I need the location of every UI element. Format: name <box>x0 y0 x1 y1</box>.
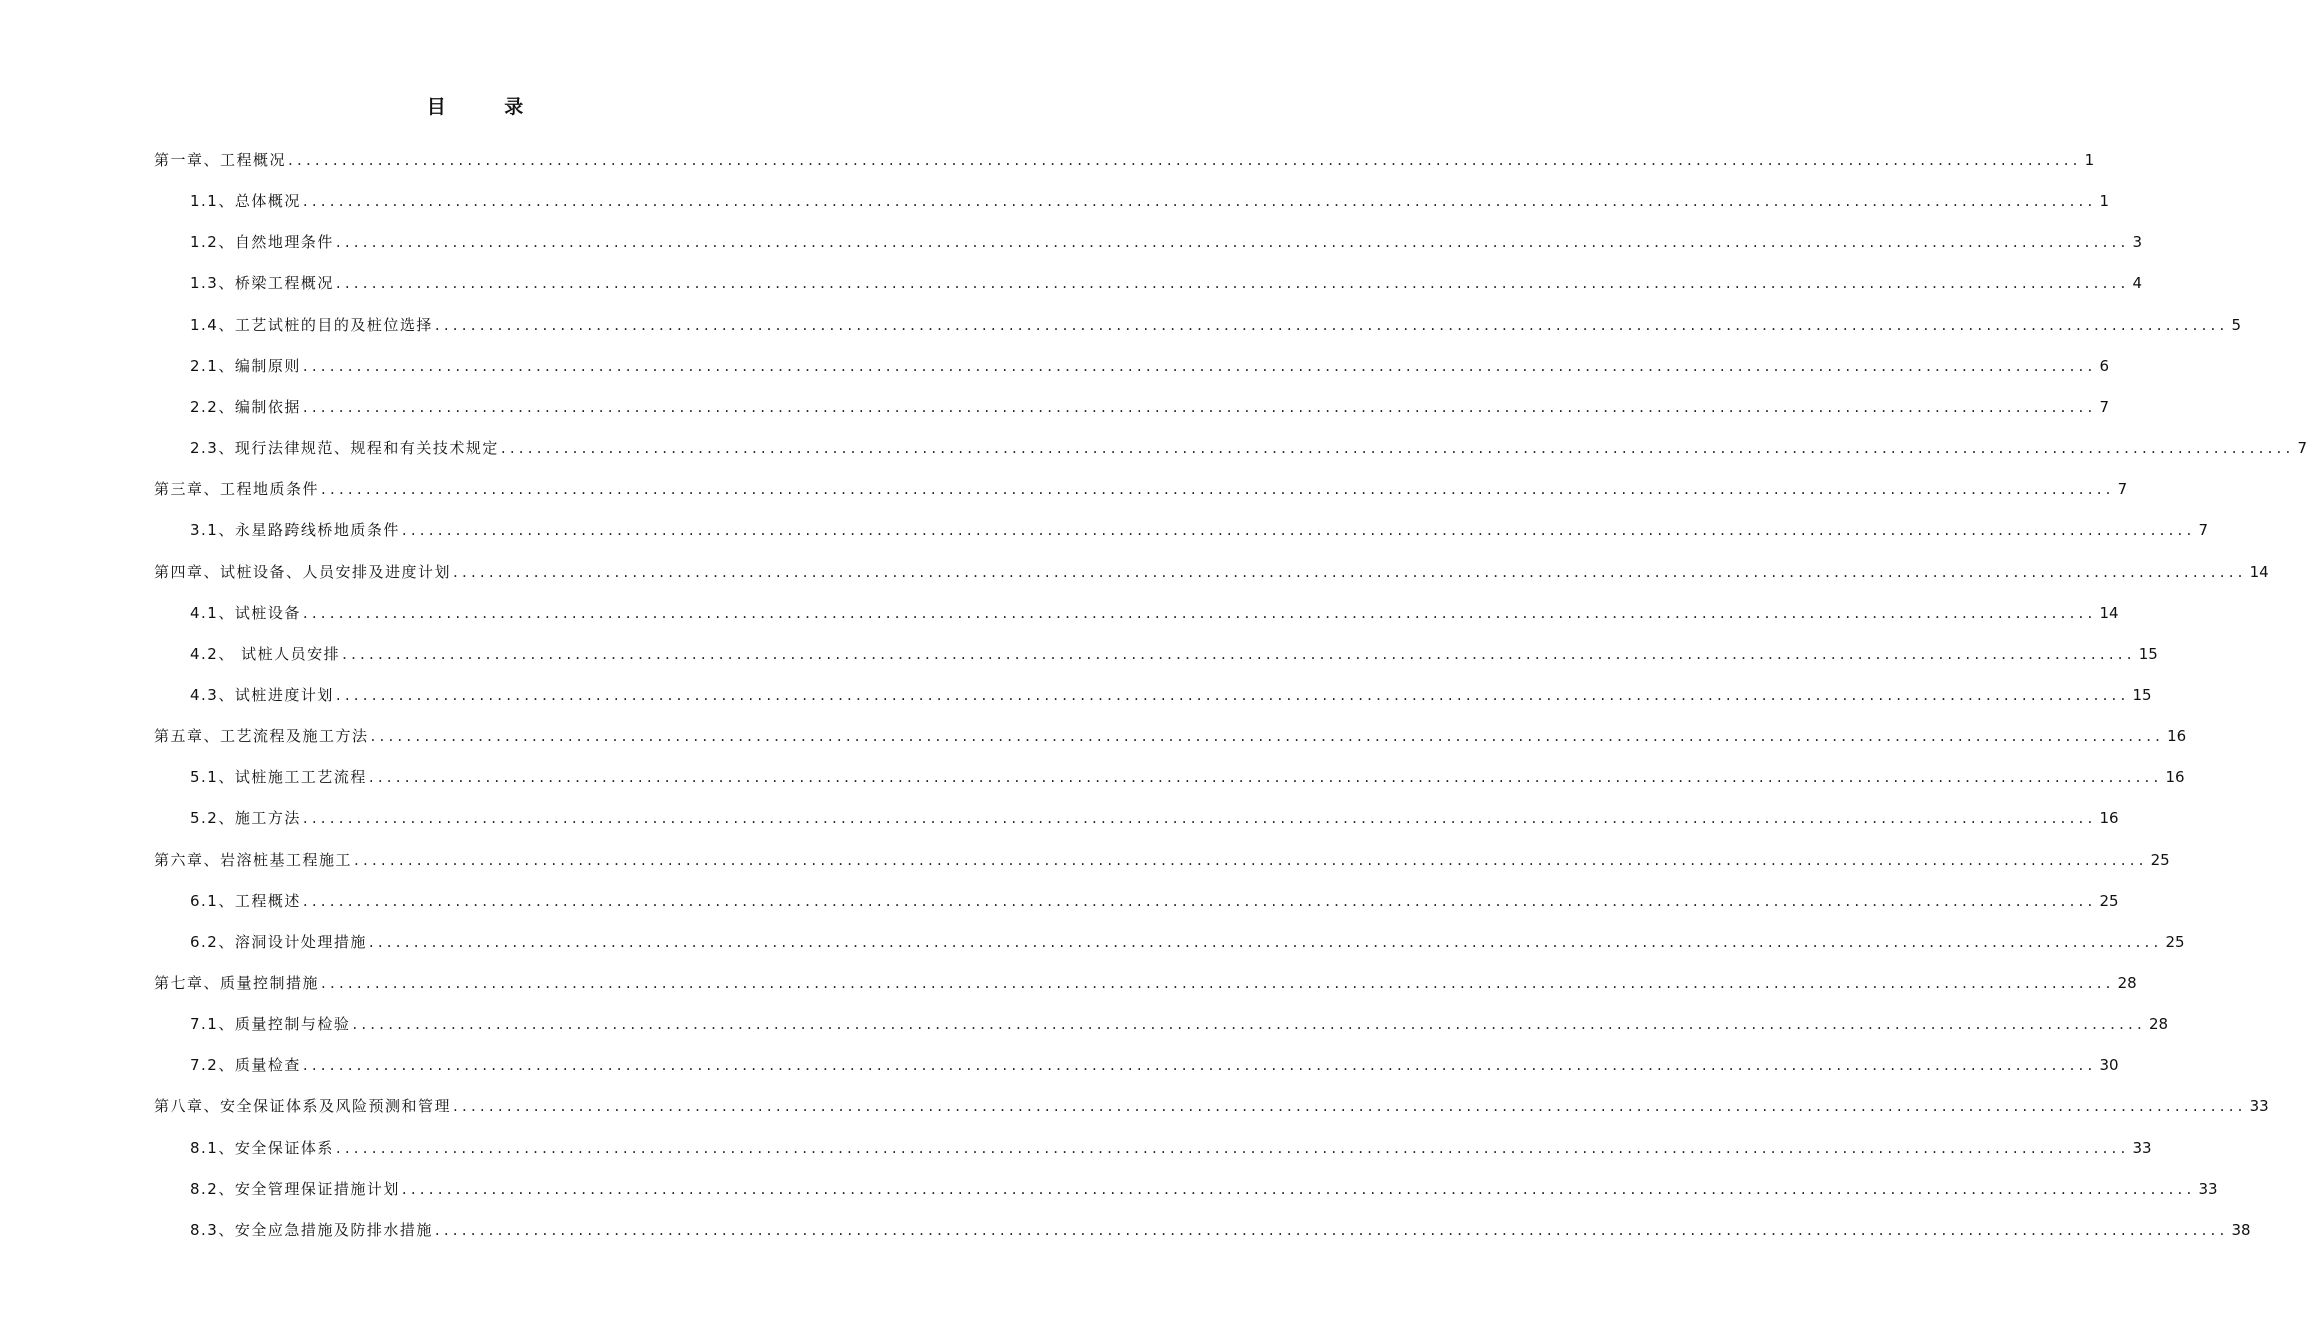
toc-entry-label: 8.2、安全管理保证措施计划 <box>190 1180 400 1198</box>
toc-entry[interactable] <box>190 804 2119 828</box>
toc-entry-label: 第七章、质量控制措施 <box>154 974 320 992</box>
toc-entry-label: 8.3、安全应急措施及防排水措施 <box>190 1221 433 1239</box>
toc-dot-leader: ........................................................................................................................................................................................................ <box>370 727 2165 745</box>
toc-entry[interactable] <box>190 311 2242 335</box>
toc-dot-leader: ........................................................................................................................................................................................................ <box>453 563 2247 581</box>
toc-entry-label: 4.2、 试桩人员安排 <box>190 645 341 663</box>
toc-entry-page-number: 30 <box>2099 1056 2119 1074</box>
toc-dot-leader: ........................................................................................................................................................................................................ <box>453 1097 2247 1115</box>
toc-entry[interactable] <box>190 516 2209 540</box>
toc-entry[interactable] <box>190 681 2152 705</box>
toc-entry-label: 1.3、桥梁工程概况 <box>190 274 334 292</box>
toc-entry-label: 3.1、永星路跨线桥地质条件 <box>190 521 400 539</box>
toc-entry-label: 8.1、安全保证体系 <box>190 1139 334 1157</box>
toc-dot-leader: ........................................................................................................................................................................................................ <box>288 151 2082 169</box>
toc-entry-page-number: 7 <box>2297 439 2307 457</box>
toc-entry-page-number: 1 <box>2099 192 2110 210</box>
toc-entry-page-number: 14 <box>2099 604 2119 622</box>
toc-dot-leader: ........................................................................................................................................................................................................ <box>321 480 2115 498</box>
toc-entry[interactable] <box>190 1051 2119 1075</box>
toc-dot-leader: ........................................................................................................................................................................................................ <box>302 357 2097 375</box>
toc-dot-leader: ........................................................................................................................................................................................................ <box>302 398 2097 416</box>
toc-entry-label: 5.1、试桩施工工艺流程 <box>190 768 367 786</box>
toc-dot-leader: ........................................................................................................................................................................................................ <box>500 439 2295 457</box>
toc-entry[interactable] <box>154 969 2137 993</box>
toc-entry-page-number: 1 <box>2084 151 2095 169</box>
toc-entry-label: 第八章、安全保证体系及风险预测和管理 <box>154 1097 452 1115</box>
toc-entry-page-number: 28 <box>2148 1015 2169 1033</box>
toc-entry-page-number: 7 <box>2198 521 2209 539</box>
toc-dot-leader: ........................................................................................................................................................................................................ <box>368 768 2163 786</box>
toc-entry-label: 第四章、试桩设备、人员安排及进度计划 <box>154 563 452 581</box>
toc-entry-page-number: 25 <box>2150 851 2170 869</box>
toc-entry[interactable] <box>190 640 2158 664</box>
toc-entry[interactable] <box>190 352 2110 376</box>
toc-entry[interactable] <box>190 187 2110 211</box>
toc-title: 目 录 <box>426 96 550 118</box>
toc-entry[interactable] <box>190 763 2185 787</box>
toc-entry[interactable] <box>190 393 2110 417</box>
toc-dot-leader: ........................................................................................................................................................................................................ <box>352 1015 2146 1033</box>
toc-entry[interactable] <box>154 558 2269 582</box>
toc-entry-page-number: 28 <box>2117 974 2137 992</box>
toc-dot-leader: ........................................................................................................................................................................................................ <box>302 604 2097 622</box>
toc-entry-label: 4.3、试桩进度计划 <box>190 686 334 704</box>
toc-entry[interactable] <box>154 1092 2269 1116</box>
toc-entry-label: 7.2、质量检查 <box>190 1056 301 1074</box>
toc-entry-page-number: 15 <box>2132 686 2152 704</box>
toc-dot-leader: ........................................................................................................................................................................................................ <box>302 892 2097 910</box>
toc-entry-page-number: 7 <box>2099 398 2110 416</box>
toc-dot-leader: ........................................................................................................................................................................................................ <box>401 521 2196 539</box>
toc-entry-page-number: 15 <box>2138 645 2158 663</box>
toc-entry-label: 第五章、工艺流程及施工方法 <box>154 727 369 745</box>
toc-entry[interactable] <box>154 475 2128 499</box>
toc-entry[interactable] <box>190 228 2143 252</box>
toc-entry-page-number: 16 <box>2167 727 2187 745</box>
toc-entry-label: 1.1、总体概况 <box>190 192 301 210</box>
toc-entry-page-number: 33 <box>2249 1097 2269 1115</box>
toc-dot-leader: ........................................................................................................................................................................................................ <box>342 645 2136 663</box>
toc-dot-leader: ........................................................................................................................................................................................................ <box>335 686 2130 704</box>
toc-dot-leader: ........................................................................................................................................................................................................ <box>321 974 2115 992</box>
toc-entry-label: 5.2、施工方法 <box>190 809 301 827</box>
toc-entry[interactable] <box>190 1010 2169 1034</box>
toc-dot-leader: ........................................................................................................................................................................................................ <box>335 1139 2130 1157</box>
toc-entry[interactable] <box>190 1175 2218 1199</box>
toc-entry-page-number: 33 <box>2198 1180 2218 1198</box>
toc-entry-page-number: 3 <box>2132 233 2143 251</box>
toc-dot-leader: ........................................................................................................................................................................................................ <box>368 933 2163 951</box>
toc-entry-page-number: 7 <box>2117 480 2128 498</box>
toc-entry-label: 6.2、溶洞设计处理措施 <box>190 933 367 951</box>
toc-entry-page-number: 5 <box>2231 316 2242 334</box>
toc-entry-page-number: 16 <box>2099 809 2119 827</box>
toc-entry[interactable] <box>154 722 2187 746</box>
toc-entry[interactable] <box>154 846 2170 870</box>
toc-dot-leader: ........................................................................................................................................................................................................ <box>354 851 2148 869</box>
toc-dot-leader: ........................................................................................................................................................................................................ <box>302 1056 2097 1074</box>
toc-entry-page-number: 4 <box>2132 274 2143 292</box>
toc-entry-page-number: 16 <box>2165 768 2185 786</box>
toc-dot-leader: ........................................................................................................................................................................................................ <box>302 192 2097 210</box>
toc-dot-leader: ........................................................................................................................................................................................................ <box>434 316 2229 334</box>
toc-entry-label: 4.1、试桩设备 <box>190 604 301 622</box>
toc-entry-page-number: 25 <box>2099 892 2119 910</box>
toc-entry[interactable] <box>190 928 2185 952</box>
toc-dot-leader: ........................................................................................................................................................................................................ <box>335 233 2130 251</box>
toc-entry[interactable] <box>190 269 2143 293</box>
toc-entry-label: 第六章、岩溶桩基工程施工 <box>154 851 353 869</box>
toc-entry[interactable] <box>190 887 2119 911</box>
toc-entry-label: 2.1、编制原则 <box>190 357 301 375</box>
toc-entry-label: 2.3、现行法律规范、规程和有关技术规定 <box>190 439 499 457</box>
toc-dot-leader: ........................................................................................................................................................................................................ <box>335 274 2130 292</box>
toc-entry[interactable] <box>190 599 2119 623</box>
toc-entry[interactable] <box>190 1216 2251 1240</box>
toc-entry-label: 第一章、工程概况 <box>154 151 287 169</box>
toc-entry[interactable] <box>190 1134 2152 1158</box>
toc-entry-label: 6.1、工程概述 <box>190 892 301 910</box>
toc-entry[interactable] <box>190 434 2307 458</box>
toc-entry-label: 第三章、工程地质条件 <box>154 480 320 498</box>
toc-entry-label: 2.2、编制依据 <box>190 398 301 416</box>
toc-entry-label: 1.2、自然地理条件 <box>190 233 334 251</box>
toc-entry-label: 1.4、工艺试桩的目的及桩位选择 <box>190 316 433 334</box>
toc-entry-page-number: 25 <box>2165 933 2185 951</box>
toc-dot-leader: ........................................................................................................................................................................................................ <box>401 1180 2196 1198</box>
toc-entry[interactable] <box>154 146 2095 170</box>
toc-entry-page-number: 6 <box>2099 357 2110 375</box>
toc-dot-leader: ........................................................................................................................................................................................................ <box>302 809 2097 827</box>
toc-entry-label: 7.1、质量控制与检验 <box>190 1015 351 1033</box>
toc-entry-page-number: 14 <box>2249 563 2269 581</box>
toc-dot-leader: ........................................................................................................................................................................................................ <box>434 1221 2229 1239</box>
toc-entry-page-number: 38 <box>2231 1221 2251 1239</box>
toc-entry-page-number: 33 <box>2132 1139 2152 1157</box>
